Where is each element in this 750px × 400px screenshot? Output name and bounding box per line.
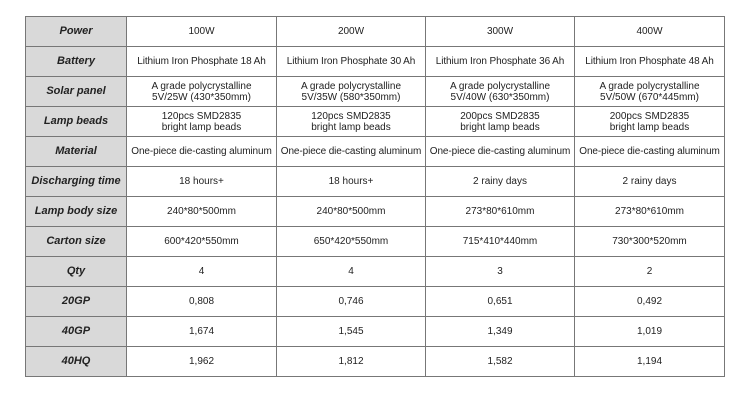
row-label: Solar panel	[26, 77, 127, 107]
row-label: Lamp beads	[26, 107, 127, 137]
table-cell: 3	[426, 257, 575, 287]
table-cell: 1,019	[575, 317, 725, 347]
table-row	[26, 197, 725, 227]
row-label: Qty	[26, 257, 127, 287]
row-label: Material	[26, 137, 127, 167]
spec-table-body	[26, 17, 725, 377]
table-cell: 120pcs SMD2835 bright lamp beads	[277, 107, 426, 137]
table-row	[26, 17, 725, 47]
table-cell: 2 rainy days	[426, 167, 575, 197]
row-label: Carton size	[26, 227, 127, 257]
table-cell: 2	[575, 257, 725, 287]
table-row	[26, 167, 725, 197]
table-cell: 0,651	[426, 287, 575, 317]
spec-table-container	[25, 16, 725, 377]
table-cell: 400W	[575, 17, 725, 47]
table-cell: 200pcs SMD2835 bright lamp beads	[575, 107, 725, 137]
table-cell: 730*300*520mm	[575, 227, 725, 257]
table-cell: 0,492	[575, 287, 725, 317]
table-cell: 600*420*550mm	[127, 227, 277, 257]
table-cell: 0,746	[277, 287, 426, 317]
table-row	[26, 317, 725, 347]
table-cell: 200W	[277, 17, 426, 47]
table-cell: A grade polycrystalline 5V/35W (580*350mm)	[277, 77, 426, 107]
table-cell: 1,674	[127, 317, 277, 347]
table-cell: 120pcs SMD2835 bright lamp beads	[127, 107, 277, 137]
table-cell: 1,349	[426, 317, 575, 347]
table-cell: 1,194	[575, 347, 725, 377]
table-row	[26, 287, 725, 317]
table-row	[26, 137, 725, 167]
table-cell: One-piece die-casting aluminum	[127, 137, 277, 167]
row-label: 20GP	[26, 287, 127, 317]
table-cell: 1,812	[277, 347, 426, 377]
table-cell: 240*80*500mm	[127, 197, 277, 227]
table-cell: 1,582	[426, 347, 575, 377]
table-cell: 273*80*610mm	[426, 197, 575, 227]
table-cell: A grade polycrystalline 5V/25W (430*350mm)	[127, 77, 277, 107]
table-cell: One-piece die-casting aluminum	[575, 137, 725, 167]
table-cell: 240*80*500mm	[277, 197, 426, 227]
row-label: Power	[26, 17, 127, 47]
table-row	[26, 107, 725, 137]
table-cell: 1,962	[127, 347, 277, 377]
table-cell: 715*410*440mm	[426, 227, 575, 257]
table-cell: A grade polycrystalline 5V/40W (630*350mm)	[426, 77, 575, 107]
row-label: Discharging time	[26, 167, 127, 197]
table-cell: 18 hours+	[127, 167, 277, 197]
table-cell: 1,545	[277, 317, 426, 347]
table-cell: Lithium Iron Phosphate 36 Ah	[426, 47, 575, 77]
row-label: 40HQ	[26, 347, 127, 377]
spec-table	[25, 16, 725, 377]
table-row	[26, 227, 725, 257]
table-row	[26, 257, 725, 287]
table-cell: 100W	[127, 17, 277, 47]
table-cell: 300W	[426, 17, 575, 47]
table-cell: 4	[277, 257, 426, 287]
table-cell: Lithium Iron Phosphate 30 Ah	[277, 47, 426, 77]
table-cell: 4	[127, 257, 277, 287]
table-cell: Lithium Iron Phosphate 18 Ah	[127, 47, 277, 77]
table-cell: 200pcs SMD2835 bright lamp beads	[426, 107, 575, 137]
row-label: Lamp body size	[26, 197, 127, 227]
table-cell: Lithium Iron Phosphate 48 Ah	[575, 47, 725, 77]
table-cell: 650*420*550mm	[277, 227, 426, 257]
table-cell: One-piece die-casting aluminum	[426, 137, 575, 167]
table-cell: One-piece die-casting aluminum	[277, 137, 426, 167]
table-row	[26, 347, 725, 377]
table-cell: 18 hours+	[277, 167, 426, 197]
row-label: Battery	[26, 47, 127, 77]
table-cell: 273*80*610mm	[575, 197, 725, 227]
row-label: 40GP	[26, 317, 127, 347]
table-cell: A grade polycrystalline 5V/50W (670*445mm)	[575, 77, 725, 107]
table-cell: 0,808	[127, 287, 277, 317]
table-row	[26, 77, 725, 107]
table-cell: 2 rainy days	[575, 167, 725, 197]
table-row	[26, 47, 725, 77]
